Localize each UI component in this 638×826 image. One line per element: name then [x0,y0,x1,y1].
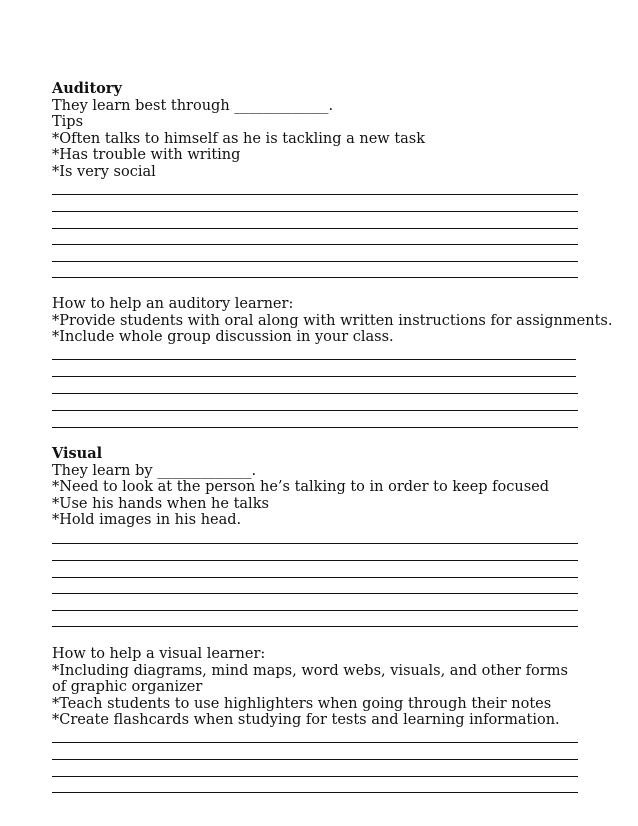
visual-section [52,446,582,529]
writing-line[interactable] [52,742,578,743]
writing-line[interactable] [52,410,578,411]
visual-help-title: How to help a visual learner: [52,646,266,662]
visual-intro: They learn by _____________. [52,462,257,479]
writing-line[interactable] [52,427,578,428]
writing-line[interactable] [52,543,578,544]
writing-line[interactable] [52,792,578,793]
visual-help-item: *Create flashcards when studying for tests and learning information. [52,712,560,728]
auditory-tips-label: Tips [52,114,84,130]
auditory-tip: *Is very social [52,163,156,180]
writing-line[interactable] [52,359,576,360]
writing-line[interactable] [52,560,578,561]
auditory-tip: *Has trouble with writing [52,147,241,163]
writing-line[interactable] [52,228,578,229]
visual-trait: *Use his hands when he talks [52,495,269,512]
auditory-help-title: How to help an auditory learner: [52,296,294,312]
visual-help-section [52,646,582,729]
writing-line[interactable] [52,194,578,195]
auditory-intro: They learn best through _____________. [52,97,334,114]
auditory-help-section [52,296,613,346]
writing-line[interactable] [52,610,578,611]
writing-line[interactable] [52,593,578,594]
visual-help-item: *Teach students to use highlighters when going through their notes [52,695,552,712]
auditory-help-item: *Include whole group discussion in your class. [52,329,394,345]
auditory-help-item: *Provide students with oral along with written instructions for assignments. [52,312,613,329]
writing-line[interactable] [52,376,576,377]
visual-trait: *Need to look at the person he’s talking to in order to keep focused [52,479,550,495]
writing-line[interactable] [52,626,578,627]
writing-line[interactable] [52,211,578,212]
writing-line[interactable] [52,393,578,394]
auditory-section [52,81,582,180]
writing-line[interactable] [52,244,578,245]
writing-line[interactable] [52,577,578,578]
visual-heading: Visual [52,445,103,462]
auditory-tip: *Often talks to himself as he is tackling a new task [52,130,426,147]
auditory-heading: Auditory [52,80,122,97]
writing-line[interactable] [52,776,578,777]
writing-line[interactable] [52,261,578,262]
writing-line[interactable] [52,277,578,278]
writing-line[interactable] [52,759,578,760]
visual-help-item: *Including diagrams, mind maps, word webs, visuals, and other forms of graphic organizer [52,662,568,695]
visual-trait: *Hold images in his head. [52,512,242,528]
